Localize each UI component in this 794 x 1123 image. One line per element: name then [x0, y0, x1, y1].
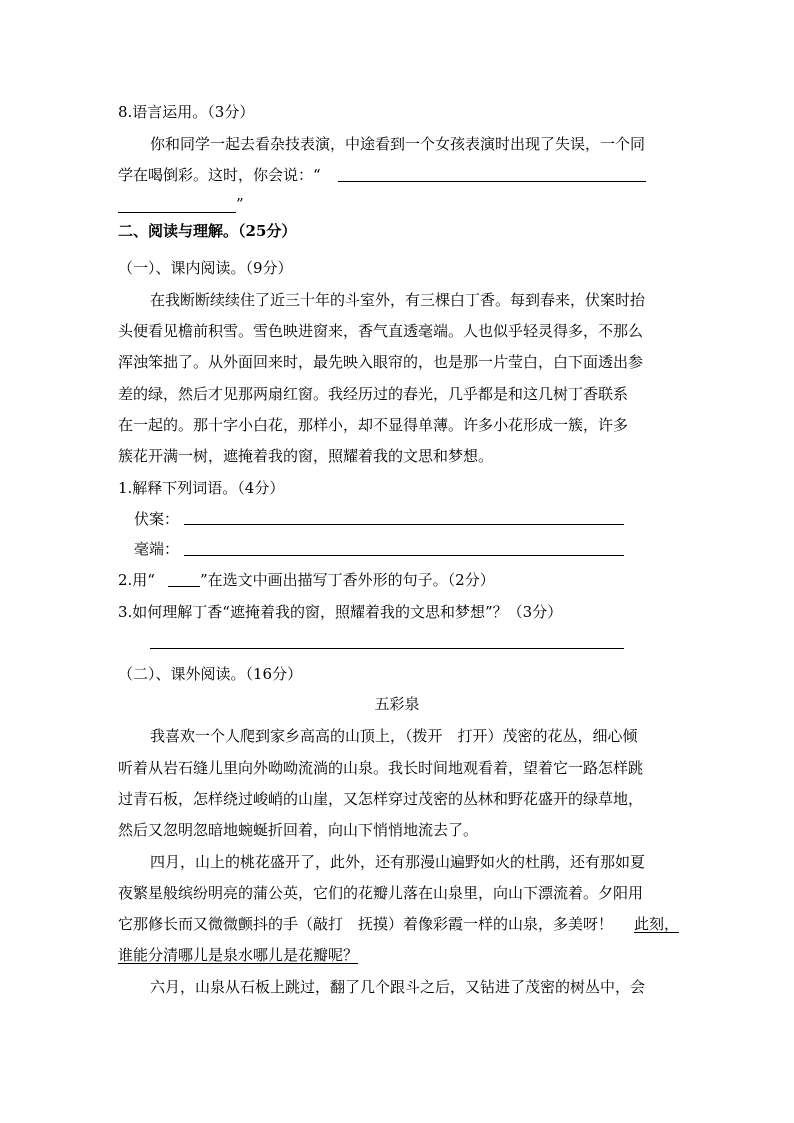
story-underlined-sentence-part1: 此刻，: [634, 915, 680, 933]
q2-prefix: 2.用“: [118, 571, 155, 589]
q3-answer-blank[interactable]: [150, 648, 624, 649]
story-para2-line: 它那修长而又微微颤抖的手（敲打 抚摸）着像彩霞一样的山泉，多美呀！: [118, 915, 614, 933]
part1-title: （一）、课内阅读。（9分）: [118, 259, 293, 277]
q8-answer-blank-2[interactable]: [118, 212, 236, 213]
q8-answer-blank-1[interactable]: [338, 181, 646, 182]
q8-title: 8.语言运用。（3分）: [118, 103, 255, 121]
q1-title: 1.解释下列词语。（4分）: [118, 479, 285, 497]
story-title: 五彩泉: [374, 695, 420, 713]
story-underlined-sentence-part2: 谁能分清哪儿是泉水哪儿是花瓣呢？: [118, 946, 359, 964]
part1-passage-line: 浑浊笨拙了。从外面回来时，最先映入眼帘的，也是那一片莹白，白下面透出参: [118, 353, 644, 371]
story-para1-line: 听着从岩石缝儿里向外呦呦流淌的山泉。我长时间地观看着，望着它一路怎样跳: [118, 759, 644, 777]
story-para1-line: 我喜欢一个人爬到家乡高高的山顶上，（拨开 打开）茂密的花丛，细心倾: [150, 727, 638, 745]
story-para3-line: 六月，山泉从石板上跳过，翻了几个跟斗之后，又钻进了茂密的树丛中，会: [150, 978, 646, 996]
q8-prompt-line2: 学在喝倒彩。这时，你会说：“: [118, 166, 321, 184]
section2-title: 二、阅读与理解。（25分）: [118, 222, 297, 240]
q1-answer-blank-haoduan[interactable]: [184, 555, 624, 556]
story-para2-line: 四月，山上的桃花盛开了，此外，还有那漫山遍野如火的杜鹃，还有那如夏: [150, 853, 646, 871]
q1-word-haoduan: 毫端：: [134, 540, 180, 558]
story-para1-line: 然后又忽明忽暗地蜿蜒折回着，向山下悄悄地流去了。: [118, 821, 479, 839]
part2-title: （二）、课外阅读。（16分）: [118, 665, 303, 683]
q1-answer-blank-fuan[interactable]: [184, 524, 624, 525]
q2-suffix: ”在选文中画出描写丁香外形的句子。（2分）: [200, 571, 495, 589]
part1-passage-line: 在我断断续续住了近三十年的斗室外，有三棵白丁香。每到春来，伏案时抬: [150, 291, 646, 309]
q8-prompt-line1: 你和同学一起去看杂技表演，中途看到一个女孩表演时出现了失误，一个同: [150, 135, 646, 153]
part1-passage-line: 头便看见檐前积雪。雪色映进窗来，香气直透毫端。人也似乎轻灵得多，不那么: [118, 322, 644, 340]
story-para1-line: 过青石板，怎样绕过峻峭的山崖，又怎样穿过茂密的丛林和野花盛开的绿草地，: [118, 790, 644, 808]
story-para2-line: 夜繁星般缤纷明亮的蒲公英，它们的花瓣儿落在山泉里，向山下漂流着。夕阳用: [118, 884, 644, 902]
part1-passage-line: 差的绿，然后才见那两扇红窗。我经历过的春光，几乎都是和这几树丁香联系: [118, 385, 629, 403]
part1-passage-line: 在一起的。那十字小白花，那样小，却不显得单薄。许多小花形成一簇，许多: [118, 416, 629, 434]
part1-passage-line: 簇花开满一树，遮掩着我的窗，照耀着我的文思和梦想。: [118, 447, 494, 465]
q1-word-fuan: 伏案：: [134, 510, 180, 528]
q8-close-quote: ”: [236, 195, 244, 213]
q3-title: 3.如何理解丁香“遮掩着我的窗，照耀着我的文思和梦想”？（3分）: [118, 603, 563, 621]
q2-underline-sample: [168, 586, 200, 587]
